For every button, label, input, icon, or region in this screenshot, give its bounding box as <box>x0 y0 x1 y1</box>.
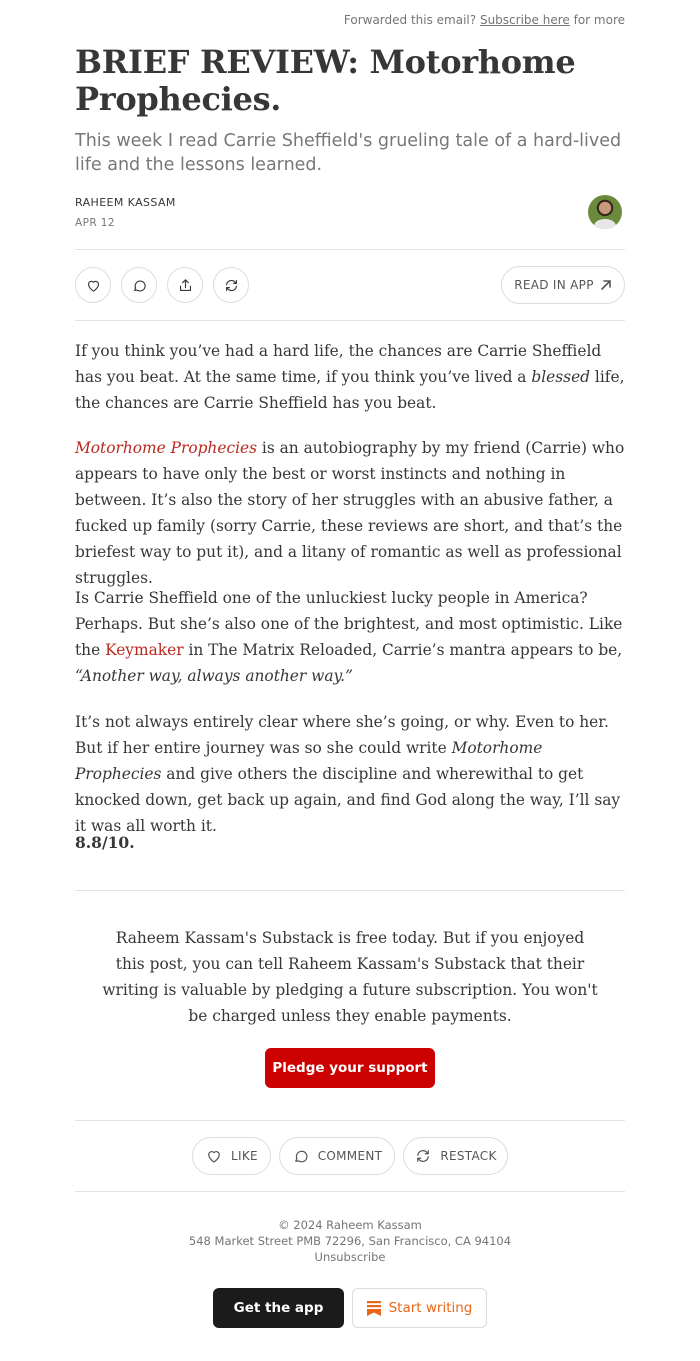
post-date: APR 12 <box>75 217 115 229</box>
post-subtitle: This week I read Carrie Sheffield's grueling tale of a hard-lived life and the lessons learned. <box>75 131 622 175</box>
divider <box>75 890 625 891</box>
heart-icon <box>85 277 102 294</box>
arrow-up-right-icon <box>600 279 612 291</box>
like-button[interactable] <box>75 267 111 303</box>
share-icon <box>177 277 194 294</box>
keymaker-link[interactable]: Keymaker <box>105 641 184 659</box>
restack-button[interactable] <box>213 267 249 303</box>
restack-icon <box>414 1147 432 1165</box>
paragraph: If you think you’ve had a hard life, the chances are Carrie Sheffield has you beat. At the same time, if you think you’ve lived a blessed life, the chances are Carrie Sheffield has you beat. <box>75 342 625 412</box>
share-button[interactable] <box>167 267 203 303</box>
author-name[interactable]: RAHEEM KASSAM <box>75 196 176 209</box>
pledge-support-button[interactable]: Pledge your support <box>265 1048 435 1088</box>
start-writing-button[interactable]: Start writing <box>352 1288 487 1328</box>
like-pill-button[interactable]: LIKE <box>192 1137 271 1175</box>
divider <box>75 320 625 321</box>
comment-icon <box>131 277 148 294</box>
comment-pill-button[interactable]: COMMENT <box>279 1137 395 1175</box>
restack-pill-button[interactable]: RESTACK <box>403 1137 508 1175</box>
comment-button[interactable] <box>121 267 157 303</box>
author-avatar[interactable] <box>588 195 622 229</box>
review-score: 8.8/10. <box>75 833 135 852</box>
footer-copyright: © 2024 Raheem Kassam <box>278 1218 422 1232</box>
footer-address: 548 Market Street PMB 72296, San Francisco, CA 94104 <box>188 1234 512 1248</box>
forward-notice: Forwarded this email? Subscribe here for more <box>343 13 625 27</box>
divider <box>75 1191 625 1192</box>
subscribe-link[interactable]: Subscribe here <box>479 13 570 27</box>
divider <box>75 249 625 250</box>
paragraph: Is Carrie Sheffield one of the unluckiest lucky people in America? Perhaps. But she’s also one of the brightest, and most optimistic. Like the Keymaker in The Matrix Reloaded, Carrie’s mantra appears to be, “Another way, always another way.” <box>75 589 623 685</box>
pledge-message: Raheem Kassam's Substack is free today. But if you enjoyed this post, you can tell Raheem Kassam's Substack that their writing is valuable by pledging a future subscription. You won't be charged unless they enable payments. <box>102 929 598 1025</box>
paragraph: It’s not always entirely clear where she’s going, or why. Even to her. But if her entire journey was so she could write Motorhome Prophecies and give others the discipline and wherewithal to get knocked down, get back up again, and find God along the way, I’ll say it was all worth it. <box>75 713 621 835</box>
unsubscribe-link[interactable]: Unsubscribe <box>314 1250 386 1264</box>
post-title: BRIEF REVIEW: Motorhome Prophecies. <box>75 43 576 118</box>
heart-icon <box>205 1147 223 1165</box>
comment-icon <box>292 1147 310 1165</box>
divider <box>75 1120 625 1121</box>
substack-logo-icon <box>367 1301 381 1316</box>
paragraph: Motorhome Prophecies is an autobiography by my friend (Carrie) who appears to have only the best or worst instincts and nothing in between. It’s also the story of her struggles with an abusive father, a fucked up family (sorry Carrie, these reviews are short, and that’s the briefest way to put it), and a litany of romantic as well as professional struggles. <box>75 439 625 587</box>
motorhome-prophecies-link[interactable]: Motorhome Prophecies <box>75 439 258 457</box>
read-in-app-button[interactable]: READ IN APP <box>501 266 625 304</box>
get-the-app-button[interactable]: Get the app <box>213 1288 344 1328</box>
restack-icon <box>223 277 240 294</box>
